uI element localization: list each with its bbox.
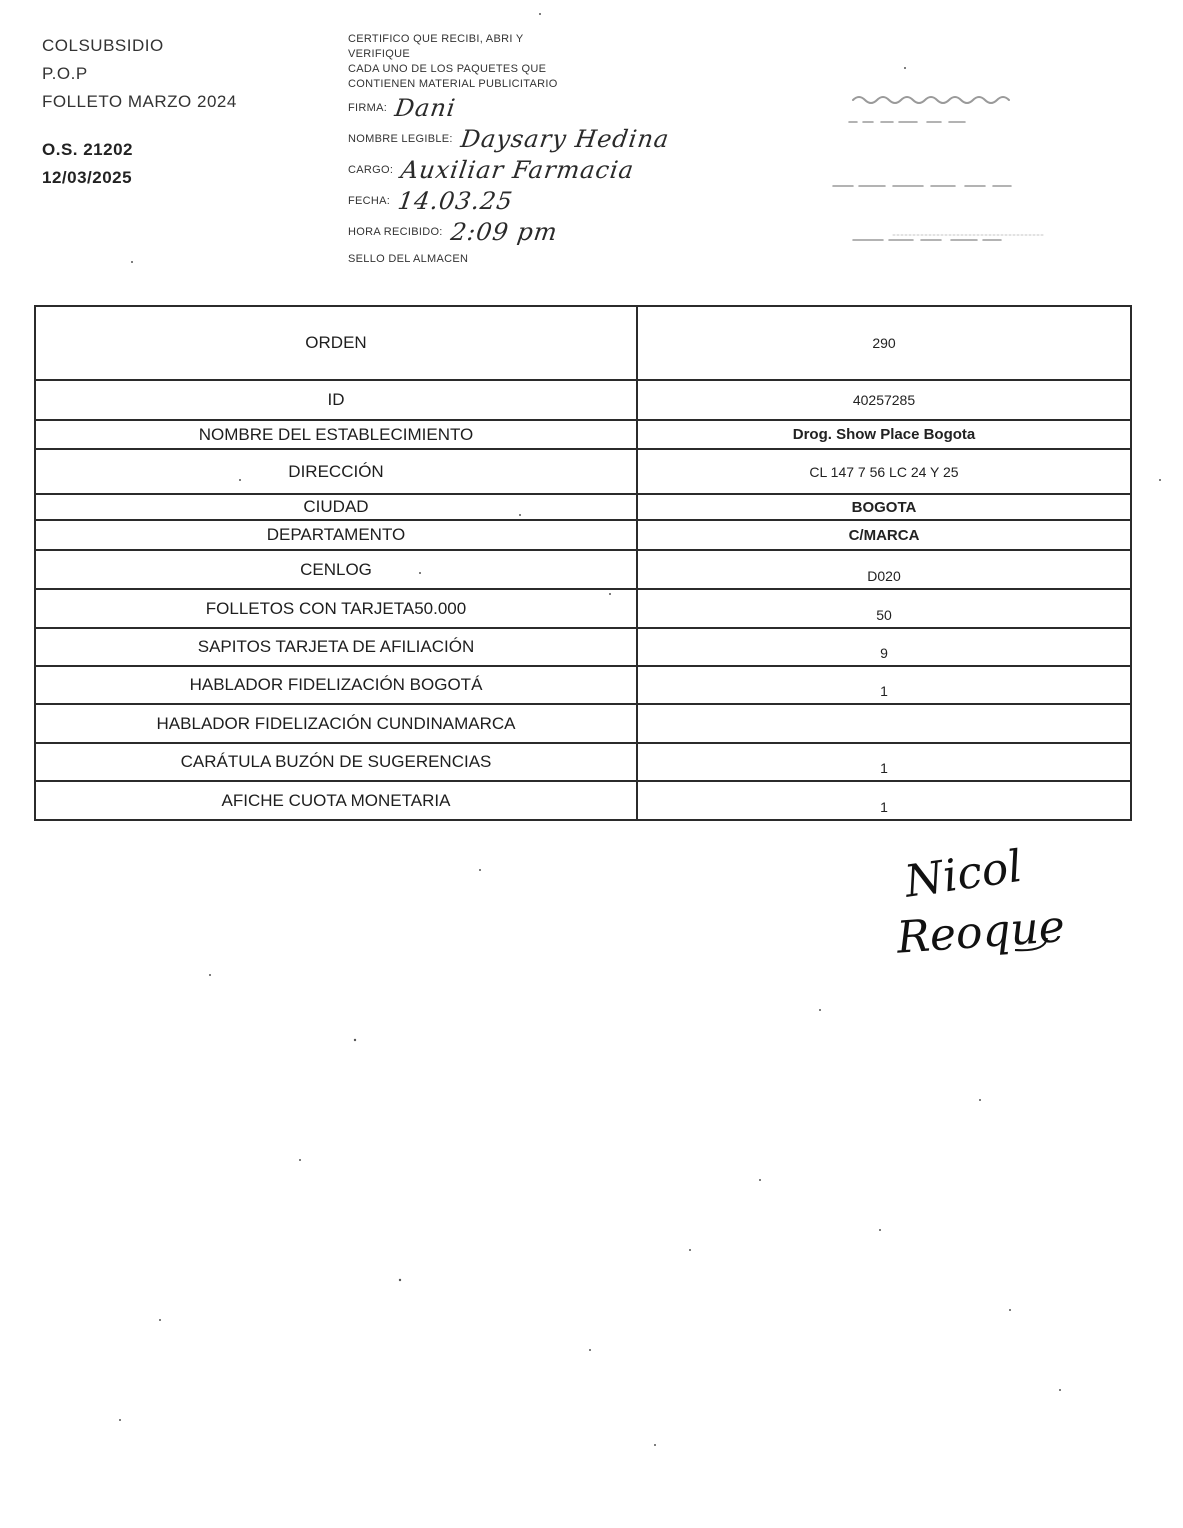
row-value: C/MARCA: [637, 520, 1131, 550]
table-row: [35, 743, 1131, 781]
row-value: [637, 704, 1131, 743]
row-value: 9: [637, 628, 1131, 666]
row-label: SAPITOS TARJETA DE AFILIACIÓN: [35, 628, 637, 666]
table-row: [35, 666, 1131, 704]
table-row: [35, 306, 1131, 380]
signature-line-2: Reoque: [895, 901, 1067, 964]
table-row: [35, 520, 1131, 550]
row-label: ID: [35, 380, 637, 420]
receipt-certificate: [348, 32, 678, 265]
table-row: [35, 550, 1131, 589]
row-value: Drog. Show Place Bogota: [637, 420, 1131, 449]
document-header: [42, 32, 237, 192]
stamp-graphic: [813, 90, 1073, 270]
row-label: CARÁTULA BUZÓN DE SUGERENCIAS: [35, 743, 637, 781]
row-label: DIRECCIÓN: [35, 449, 637, 494]
cargo-field: [348, 154, 678, 185]
table-row: [35, 494, 1131, 520]
row-label: CENLOG: [35, 550, 637, 589]
row-label: NOMBRE DEL ESTABLECIMIENTO: [35, 420, 637, 449]
row-label: CIUDAD: [35, 494, 637, 520]
table-row: [35, 704, 1131, 743]
firma-label: FIRMA:: [348, 101, 388, 114]
sello-label: SELLO DEL ALMACEN: [348, 253, 469, 265]
row-value: 1: [637, 666, 1131, 704]
cargo-label: CARGO:: [348, 163, 394, 176]
store-stamp: [813, 90, 1073, 270]
certificate-line: VERIFIQUE: [348, 48, 410, 60]
table-row: [35, 781, 1131, 820]
document-date: 12/03/2025: [42, 168, 133, 187]
signature-graphic: [895, 838, 1095, 968]
fecha-field: [348, 185, 678, 216]
row-value: 290: [637, 306, 1131, 380]
row-value: 40257285: [637, 380, 1131, 420]
row-label: HABLADOR FIDELIZACIÓN BOGOTÁ: [35, 666, 637, 704]
row-value: CL 147 7 56 LC 24 Y 25: [637, 449, 1131, 494]
row-value: 1: [637, 743, 1131, 781]
certificate-statement: [348, 32, 678, 92]
handwritten-signature: [895, 838, 1095, 968]
hora-field: [348, 216, 678, 247]
nombre-handwritten: Daysary Hedina: [458, 124, 672, 153]
table-row: [35, 449, 1131, 494]
cargo-handwritten: Auxiliar Farmacia: [399, 155, 637, 184]
table-row: [35, 380, 1131, 420]
material-table: [34, 305, 1132, 821]
row-value: 50: [637, 589, 1131, 628]
row-value: 1: [637, 781, 1131, 820]
hora-label: HORA RECIBIDO:: [348, 225, 443, 238]
certificate-line: CONTIENEN MATERIAL PUBLICITARIO: [348, 78, 558, 90]
company-name: COLSUBSIDIO: [42, 36, 164, 55]
signature-line-1: Nicol: [901, 840, 1026, 908]
fecha-label: FECHA:: [348, 194, 391, 207]
row-label: FOLLETOS CON TARJETA50.000: [35, 589, 637, 628]
fecha-handwritten: 14.03.25: [396, 186, 515, 215]
row-label: AFICHE CUOTA MONETARIA: [35, 781, 637, 820]
firma-handwritten: Dani: [393, 93, 458, 122]
nombre-field: [348, 123, 678, 154]
row-label: ORDEN: [35, 306, 637, 380]
row-label: HABLADOR FIDELIZACIÓN CUNDINAMARCA: [35, 704, 637, 743]
table-row: [35, 589, 1131, 628]
table-row: [35, 628, 1131, 666]
folleto-title: FOLLETO MARZO 2024: [42, 92, 237, 111]
firma-field: [348, 92, 678, 123]
pop-label: P.O.P: [42, 64, 88, 83]
row-value: D020: [637, 550, 1131, 589]
row-value: BOGOTA: [637, 494, 1131, 520]
nombre-label: NOMBRE LEGIBLE:: [348, 132, 453, 145]
table-row: [35, 420, 1131, 449]
certificate-line: CADA UNO DE LOS PAQUETES QUE: [348, 63, 547, 75]
certificate-line: CERTIFICO QUE RECIBI, ABRI Y: [348, 33, 524, 45]
row-label: DEPARTAMENTO: [35, 520, 637, 550]
hora-handwritten: 2:09 pm: [448, 217, 560, 246]
order-service-number: O.S. 21202: [42, 140, 134, 159]
